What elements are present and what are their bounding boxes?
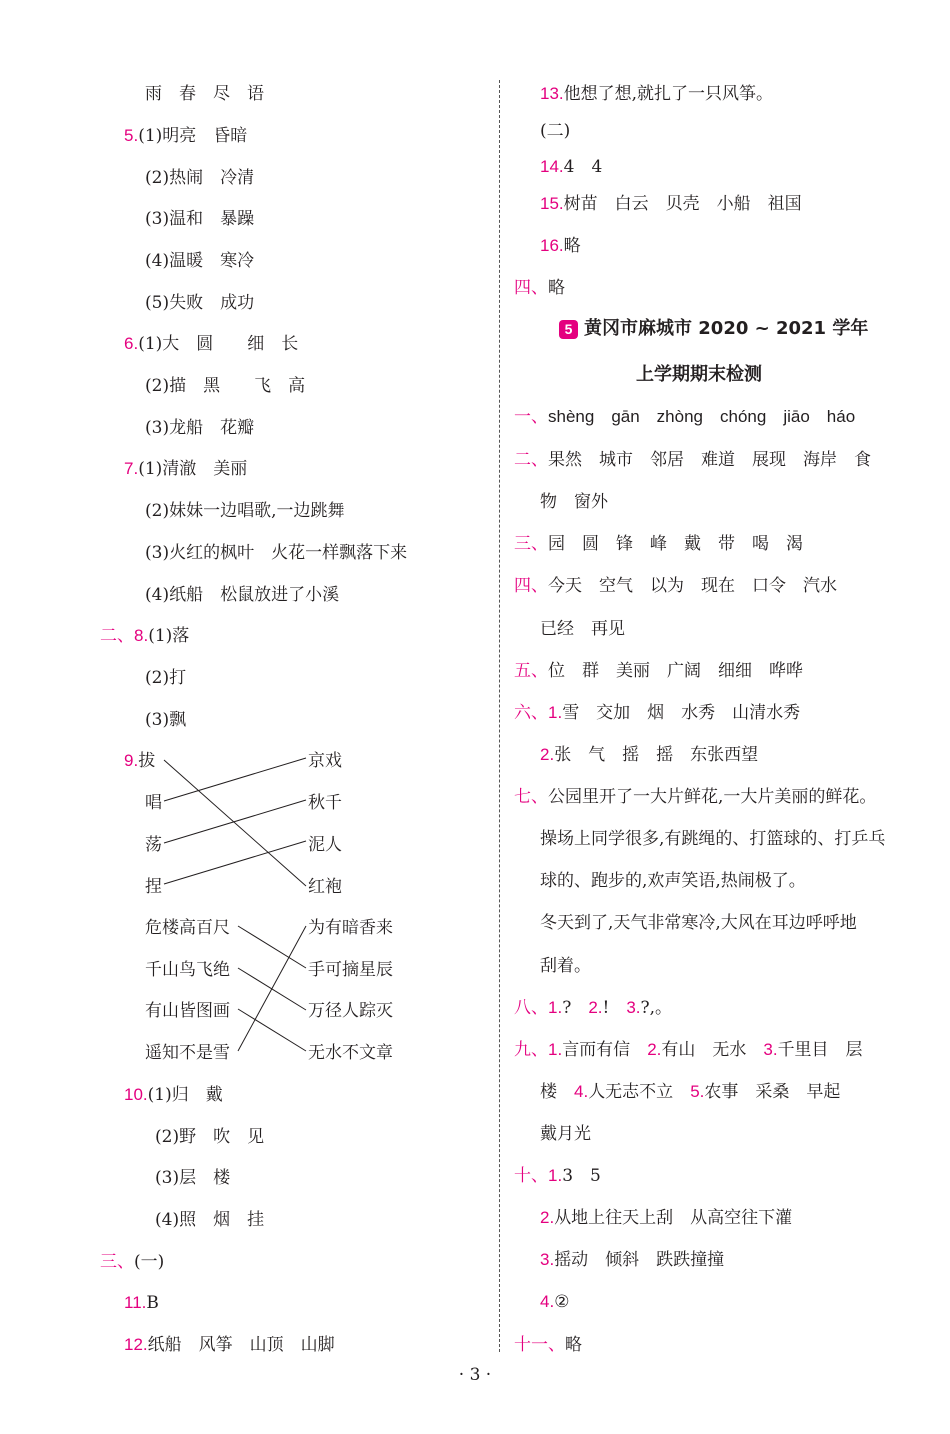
answer-line: (2)妹妹一边唱歌,一边跳舞 bbox=[145, 501, 345, 521]
match-line-poem-3 bbox=[238, 1009, 306, 1051]
answer-line bbox=[540, 1207, 792, 1229]
answer-text: 公园里开了一大片鲜花,一大片美丽的鲜花。 bbox=[548, 787, 877, 807]
answer-text: (1)清澈 美丽 bbox=[138, 459, 248, 479]
question-number: 11. bbox=[124, 1293, 147, 1312]
answer-text: (1)落 bbox=[148, 626, 190, 646]
answer-text: 位 群 美丽 广阔 细细 哗哗 bbox=[548, 661, 803, 681]
answer-text: 农事 采桑 早起 bbox=[704, 1082, 841, 1102]
answer-text: 略 bbox=[548, 278, 565, 298]
answer-text: ! bbox=[602, 998, 610, 1018]
question-number: 9. bbox=[124, 751, 139, 770]
answer-text: 千里目 层 bbox=[777, 1040, 863, 1060]
match-line-poem-1 bbox=[238, 926, 306, 968]
answer-line: (4)纸船 松鼠放进了小溪 bbox=[145, 585, 340, 605]
question-number: 6. bbox=[124, 334, 139, 353]
subsection-label: (二) bbox=[540, 121, 571, 141]
question-number: 3. bbox=[626, 998, 641, 1017]
test-section-6 bbox=[514, 702, 800, 724]
answer-text: ? bbox=[562, 998, 572, 1018]
test-number-badge: 5 bbox=[559, 320, 578, 339]
answer-line: 雨 春 尽 语 bbox=[145, 84, 264, 104]
answer-text: B bbox=[146, 1293, 159, 1313]
section-4 bbox=[514, 277, 565, 299]
question-number: 1. bbox=[548, 1040, 563, 1059]
test-section-8 bbox=[514, 997, 672, 1019]
section-label: 二、 bbox=[100, 626, 134, 645]
answer-line: (2)描 黑 飞 高 bbox=[145, 376, 306, 396]
test-section-3 bbox=[514, 533, 803, 555]
question-13 bbox=[540, 83, 773, 105]
answer-text: 有山 无水 bbox=[661, 1040, 747, 1060]
section-label: 一、 bbox=[514, 407, 548, 426]
answer-text: 略 bbox=[563, 236, 581, 256]
test-section-7 bbox=[514, 786, 876, 808]
question-number: 2. bbox=[540, 745, 555, 764]
answer-text: 楼 bbox=[540, 1082, 557, 1102]
answer-text: 略 bbox=[565, 1335, 582, 1355]
question-16 bbox=[540, 235, 581, 257]
question-number: 2. bbox=[540, 1208, 555, 1227]
test-section-11 bbox=[514, 1334, 582, 1356]
question-number: 15. bbox=[540, 194, 564, 213]
match-line-ba-hongpao bbox=[164, 760, 306, 886]
section-label: 七、 bbox=[514, 787, 548, 806]
section-label: 六、 bbox=[514, 703, 548, 722]
match-left-word: 拔 bbox=[138, 751, 156, 771]
section-label: 二、 bbox=[514, 450, 548, 469]
match-right-poem: 为有暗香来 bbox=[308, 918, 393, 938]
question-12 bbox=[124, 1334, 335, 1356]
question-number: 2. bbox=[647, 1040, 662, 1059]
match-left-word: 捏 bbox=[145, 877, 162, 897]
match-left-poem: 有山皆图画 bbox=[145, 1001, 230, 1021]
answer-line: (2)打 bbox=[145, 668, 187, 688]
section-label: 十、 bbox=[514, 1166, 548, 1185]
answer-text: (1)明亮 昏暗 bbox=[138, 126, 248, 146]
answer-line: 已经 再见 bbox=[540, 619, 625, 639]
answer-line: 操场上同学很多,有跳绳的、打篮球的、打乒乓 bbox=[540, 829, 886, 849]
section-label: 三、 bbox=[100, 1252, 134, 1271]
test-subtitle: 上学期期末检测 bbox=[636, 364, 762, 385]
match-left-word: 荡 bbox=[145, 835, 162, 855]
section-label: 八、 bbox=[514, 998, 548, 1017]
test-section-4 bbox=[514, 575, 837, 597]
answer-line: (3)温和 暴躁 bbox=[145, 209, 255, 229]
answer-line bbox=[540, 1081, 840, 1103]
answer-line bbox=[540, 1291, 569, 1313]
page-number: · 3 · bbox=[458, 1365, 492, 1385]
answer-line: (3)火红的枫叶 火花一样飘落下来 bbox=[145, 543, 408, 563]
answer-line: 球的、跑步的,欢声笑语,热闹极了。 bbox=[540, 871, 806, 891]
section-label: 十一、 bbox=[514, 1335, 565, 1354]
section-label: 九、 bbox=[514, 1040, 548, 1059]
section-3 bbox=[100, 1251, 164, 1273]
question-number: 4. bbox=[540, 1292, 555, 1311]
answer-text: shèng gān zhòng chóng jiāo háo bbox=[548, 407, 856, 426]
match-line-nie-niren bbox=[164, 841, 306, 884]
answer-text: ?,。 bbox=[640, 998, 673, 1018]
question-11 bbox=[124, 1292, 159, 1314]
match-right-poem: 手可摘星辰 bbox=[308, 960, 393, 980]
question-number: 2. bbox=[588, 998, 603, 1017]
test-title: 黄冈市麻城市 2020 ~ 2021 学年 bbox=[584, 318, 869, 339]
answer-line: (3)飘 bbox=[145, 710, 187, 730]
test-section-1 bbox=[514, 406, 855, 428]
match-right-word: 京戏 bbox=[308, 751, 342, 771]
answer-line: 冬天到了,天气非常寒冷,大风在耳边呼呼地 bbox=[540, 913, 857, 933]
answer-text: 纸船 风筝 山顶 山脚 bbox=[147, 1335, 335, 1355]
subsection-label: (一) bbox=[134, 1252, 165, 1272]
answer-line: (5)失败 成功 bbox=[145, 293, 255, 313]
answer-text: 4 4 bbox=[563, 157, 603, 177]
match-right-poem: 万径人踪灭 bbox=[308, 1001, 393, 1021]
match-right-word: 秋千 bbox=[308, 793, 342, 813]
question-number: 12. bbox=[124, 1335, 148, 1354]
test-section-10 bbox=[514, 1165, 601, 1187]
match-left-poem: 遥知不是雪 bbox=[145, 1043, 230, 1063]
answer-text: 摇动 倾斜 跌跌撞撞 bbox=[554, 1250, 725, 1270]
match-line-dang-qiuqian bbox=[164, 800, 306, 843]
answer-line bbox=[540, 1249, 724, 1271]
answer-text: 树苗 白云 贝壳 小船 祖国 bbox=[563, 194, 802, 214]
question-number: 3. bbox=[763, 1040, 778, 1059]
answer-text: 言而有信 bbox=[562, 1040, 631, 1060]
section-label: 四、 bbox=[514, 278, 548, 297]
answer-line: 刮着。 bbox=[540, 956, 591, 976]
test-section-5 bbox=[514, 660, 803, 682]
test-section-9 bbox=[514, 1039, 863, 1061]
section-label: 三、 bbox=[514, 534, 548, 553]
answer-line: (3)龙船 花瓣 bbox=[145, 418, 255, 438]
answer-text: 人无志不立 bbox=[588, 1082, 674, 1102]
answer-text: ② bbox=[554, 1292, 570, 1312]
answer-line: 戴月光 bbox=[540, 1124, 591, 1144]
question-number: 5. bbox=[124, 126, 139, 145]
question-number: 4. bbox=[574, 1082, 589, 1101]
match-line-poem-4 bbox=[238, 926, 306, 1051]
answer-text: 果然 城市 邻居 难道 展现 海岸 食 bbox=[548, 450, 871, 470]
answer-text: (1)大 圆 细 长 bbox=[138, 334, 299, 354]
match-right-word: 泥人 bbox=[308, 835, 342, 855]
answer-line: (4)照 烟 挂 bbox=[155, 1210, 265, 1230]
section-label: 五、 bbox=[514, 661, 548, 680]
question-number: 7. bbox=[124, 459, 139, 478]
answer-line: 物 窗外 bbox=[540, 492, 608, 512]
question-number: 10. bbox=[124, 1085, 148, 1104]
question-15 bbox=[540, 193, 802, 215]
question-number: 16. bbox=[540, 236, 564, 255]
answer-text: 今天 空气 以为 现在 口令 汽水 bbox=[548, 576, 837, 596]
question-number: 3. bbox=[540, 1250, 555, 1269]
question-14 bbox=[540, 156, 602, 178]
answer-line: (4)温暖 寒冷 bbox=[145, 251, 255, 271]
test-section-2 bbox=[514, 449, 871, 471]
match-left-word: 唱 bbox=[145, 793, 162, 813]
question-number: 1. bbox=[548, 998, 563, 1017]
match-right-word: 红袍 bbox=[308, 877, 342, 897]
match-left-poem: 危楼高百尺 bbox=[145, 918, 230, 938]
match-right-poem: 无水不文章 bbox=[308, 1043, 393, 1063]
question-10 bbox=[124, 1084, 223, 1106]
answer-text: 他想了想,就扎了一只风筝。 bbox=[563, 84, 774, 104]
answer-text: 园 圆 锋 峰 戴 带 喝 渴 bbox=[548, 534, 803, 554]
question-number: 8. bbox=[134, 626, 149, 645]
match-left-poem: 千山鸟飞绝 bbox=[145, 960, 230, 980]
section-label: 四、 bbox=[514, 576, 548, 595]
question-number: 1. bbox=[548, 703, 563, 722]
answer-text: 张 气 摇 摇 东张西望 bbox=[554, 745, 759, 765]
answer-text: 3 5 bbox=[562, 1166, 601, 1186]
answer-line: (2)热闹 冷清 bbox=[145, 168, 255, 188]
answer-line bbox=[540, 744, 758, 766]
question-number: 13. bbox=[540, 84, 564, 103]
question-number: 5. bbox=[690, 1082, 705, 1101]
question-number: 1. bbox=[548, 1166, 563, 1185]
answer-line: (2)野 吹 见 bbox=[155, 1127, 265, 1147]
answer-text: 雪 交加 烟 水秀 山清水秀 bbox=[562, 703, 801, 723]
answer-text: (1)归 戴 bbox=[147, 1085, 223, 1105]
answer-line: (3)层 楼 bbox=[155, 1168, 231, 1188]
answer-text: 从地上往天上刮 从高空往下灌 bbox=[554, 1208, 793, 1228]
question-number: 14. bbox=[540, 157, 564, 176]
